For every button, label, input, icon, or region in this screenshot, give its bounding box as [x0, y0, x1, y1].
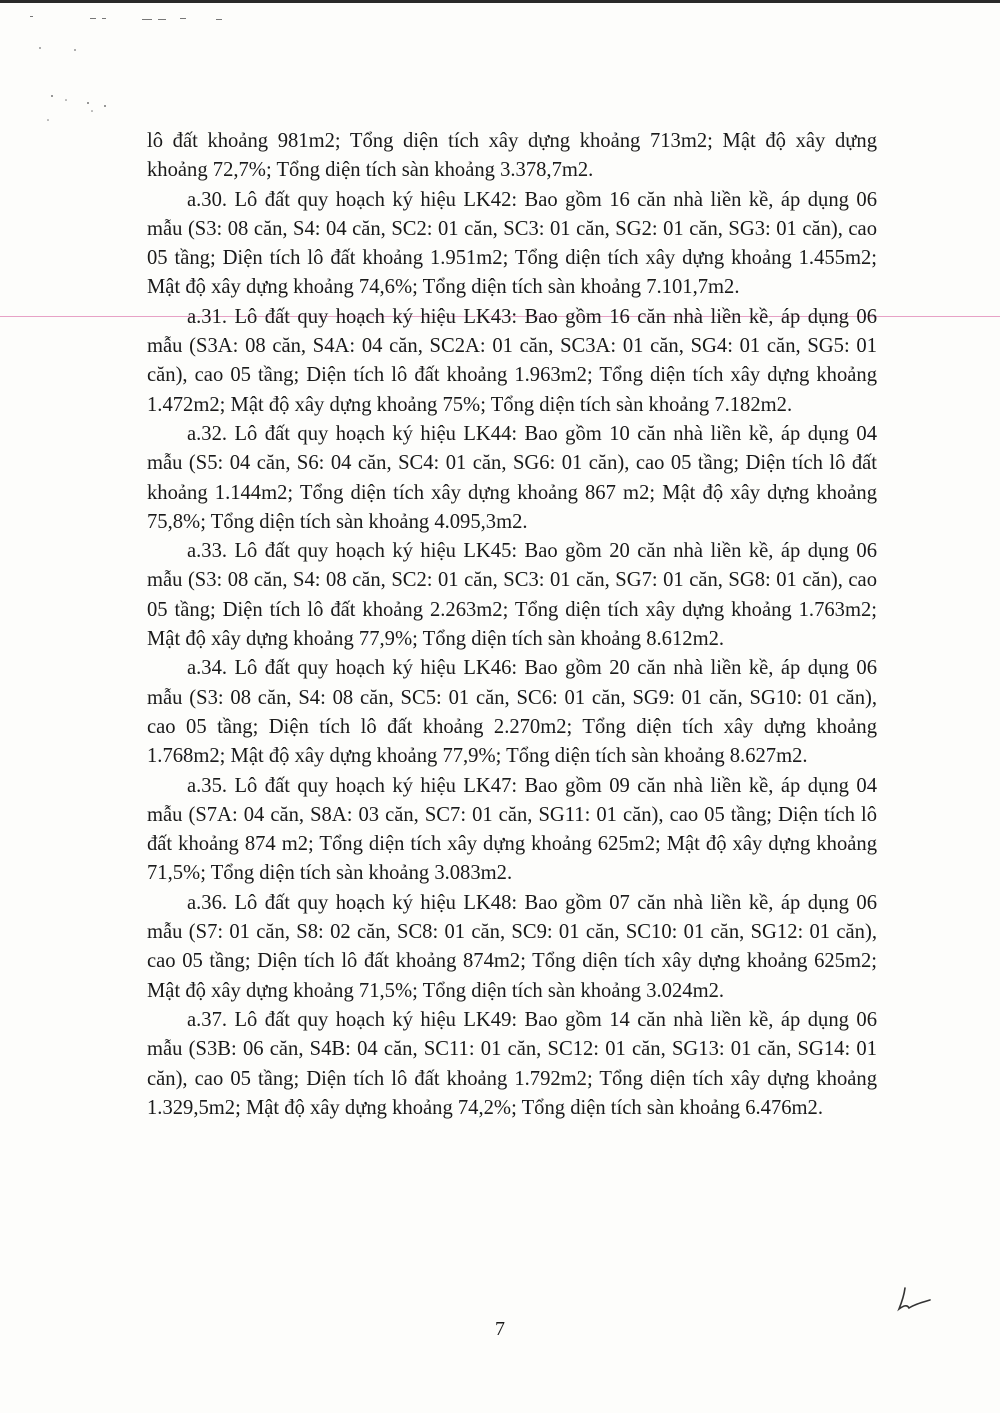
- paragraph-a36: a.36. Lô đất quy hoạch ký hiệu LK48: Bao gồm 07 căn nhà liền kề, áp dụng 06 mẫu (S7: 01 căn, S8: 02 căn, SC8: 01 căn, SC9: 01 căn, SC10: 01 căn, SG12: 01 căn), cao 05 tầng; Diện tích lô đất khoảng 874m2; Tổng diện tích xây dựng khoảng 625m2; Mật độ xây dựng khoảng 71,5%; Tổng diện tích sàn khoảng 3.024m2.: [147, 891, 877, 1002]
- paragraph-a30: a.30. Lô đất quy hoạch ký hiệu LK42: Bao gồm 16 căn nhà liền kề, áp dụng 06 mẫu (S3: 08 căn, S4: 04 căn, SC2: 01 căn, SC3: 01 căn, SG2: 01 căn, SG3: 01 căn), cao 05 tầng; Diện tích lô đất khoảng 1.951m2; Tổng diện tích xây dựng khoảng 1.455m2; Mật độ xây dựng khoảng 74,6%; Tổng diện tích sàn khoảng 7.101,7m2.: [147, 188, 877, 299]
- paragraph-a31: a.31. Lô đất quy hoạch ký hiệu LK43: Bao gồm 16 căn nhà liền kề, áp dụng 06 mẫu (S3A: 08 căn, S4A: 04 căn, SC2A: 01 căn, SC3A: 01 căn, SG4: 01 căn, SG5: 01 căn), cao 05 tầng; Diện tích lô đất khoảng 1.963m2; Tổng diện tích xây dựng khoảng 1.472m2; Mật độ xây dựng khoảng 75%; Tổng diện tích sàn khoảng 7.182m2.: [147, 305, 877, 416]
- paragraph-a34: a.34. Lô đất quy hoạch ký hiệu LK46: Bao gồm 20 căn nhà liền kề, áp dụng 06 mẫu (S3: 08 căn, S4: 08 căn, SC5: 01 căn, SC6: 01 căn, SG9: 01 căn, SG10: 01 căn), cao 05 tầng; Diện tích lô đất khoảng 2.270m2; Tổng diện tích xây dựng khoảng 1.768m2; Mật độ xây dựng khoảng 77,9%; Tổng diện tích sàn khoảng 8.627m2.: [147, 657, 877, 768]
- scan-specks: [30, 10, 250, 130]
- paragraph-a35: a.35. Lô đất quy hoạch ký hiệu LK47: Bao gồm 09 căn nhà liền kề, áp dụng 04 mẫu (S7A: 04 căn, S8A: 03 căn, SC7: 01 căn, SG11: 01 căn), cao 05 tầng; Diện tích lô đất khoảng 874 m2; Tổng diện tích xây dựng khoảng 625m2; Mật độ xây dựng khoảng 71,5%; Tổng diện tích sàn khoảng 3.083m2.: [147, 774, 877, 885]
- initial-signature: [895, 1282, 935, 1316]
- paragraph-a37: a.37. Lô đất quy hoạch ký hiệu LK49: Bao gồm 14 căn nhà liền kề, áp dụng 06 mẫu (S3B: 06 căn, S4B: 04 căn, SC11: 01 căn, SC12: 01 căn, SG13: 01 căn, SG14: 01 căn), cao 05 tầng; Diện tích lô đất khoảng 1.792m2; Tổng diện tích xây dựng khoảng 1.329,5m2; Mật độ xây dựng khoảng 74,2%; Tổng diện tích sàn khoảng 6.476m2.: [147, 1008, 877, 1119]
- body-text: [147, 127, 877, 1123]
- paragraph-a32: a.32. Lô đất quy hoạch ký hiệu LK44: Bao gồm 10 căn nhà liền kề, áp dụng 04 mẫu (S5: 04 căn, S6: 04 căn, SC4: 01 căn, SG6: 01 căn), cao 05 tầng; Diện tích lô đất khoảng 1.144m2; Tổng diện tích xây dựng khoảng 867 m2; Mật độ xây dựng khoảng 75,8%; Tổng diện tích sàn khoảng 4.095,3m2.: [147, 422, 877, 533]
- page-number: 7: [495, 1318, 505, 1340]
- paragraph-continuation: lô đất khoảng 981m2; Tổng diện tích xây dựng khoảng 713m2; Mật độ xây dựng khoảng 72,7%; Tổng diện tích sàn khoảng 3.378,7m2.: [147, 130, 877, 182]
- scan-top-edge: [0, 0, 1000, 3]
- paragraph-a33: a.33. Lô đất quy hoạch ký hiệu LK45: Bao gồm 20 căn nhà liền kề, áp dụng 06 mẫu (S3: 08 căn, S4: 08 căn, SC2: 01 căn, SC3: 01 căn, SG7: 01 căn, SG8: 01 căn), cao 05 tầng; Diện tích lô đất khoảng 2.263m2; Tổng diện tích xây dựng khoảng 1.763m2; Mật độ xây dựng khoảng 77,9%; Tổng diện tích sàn khoảng 8.612m2.: [147, 540, 877, 651]
